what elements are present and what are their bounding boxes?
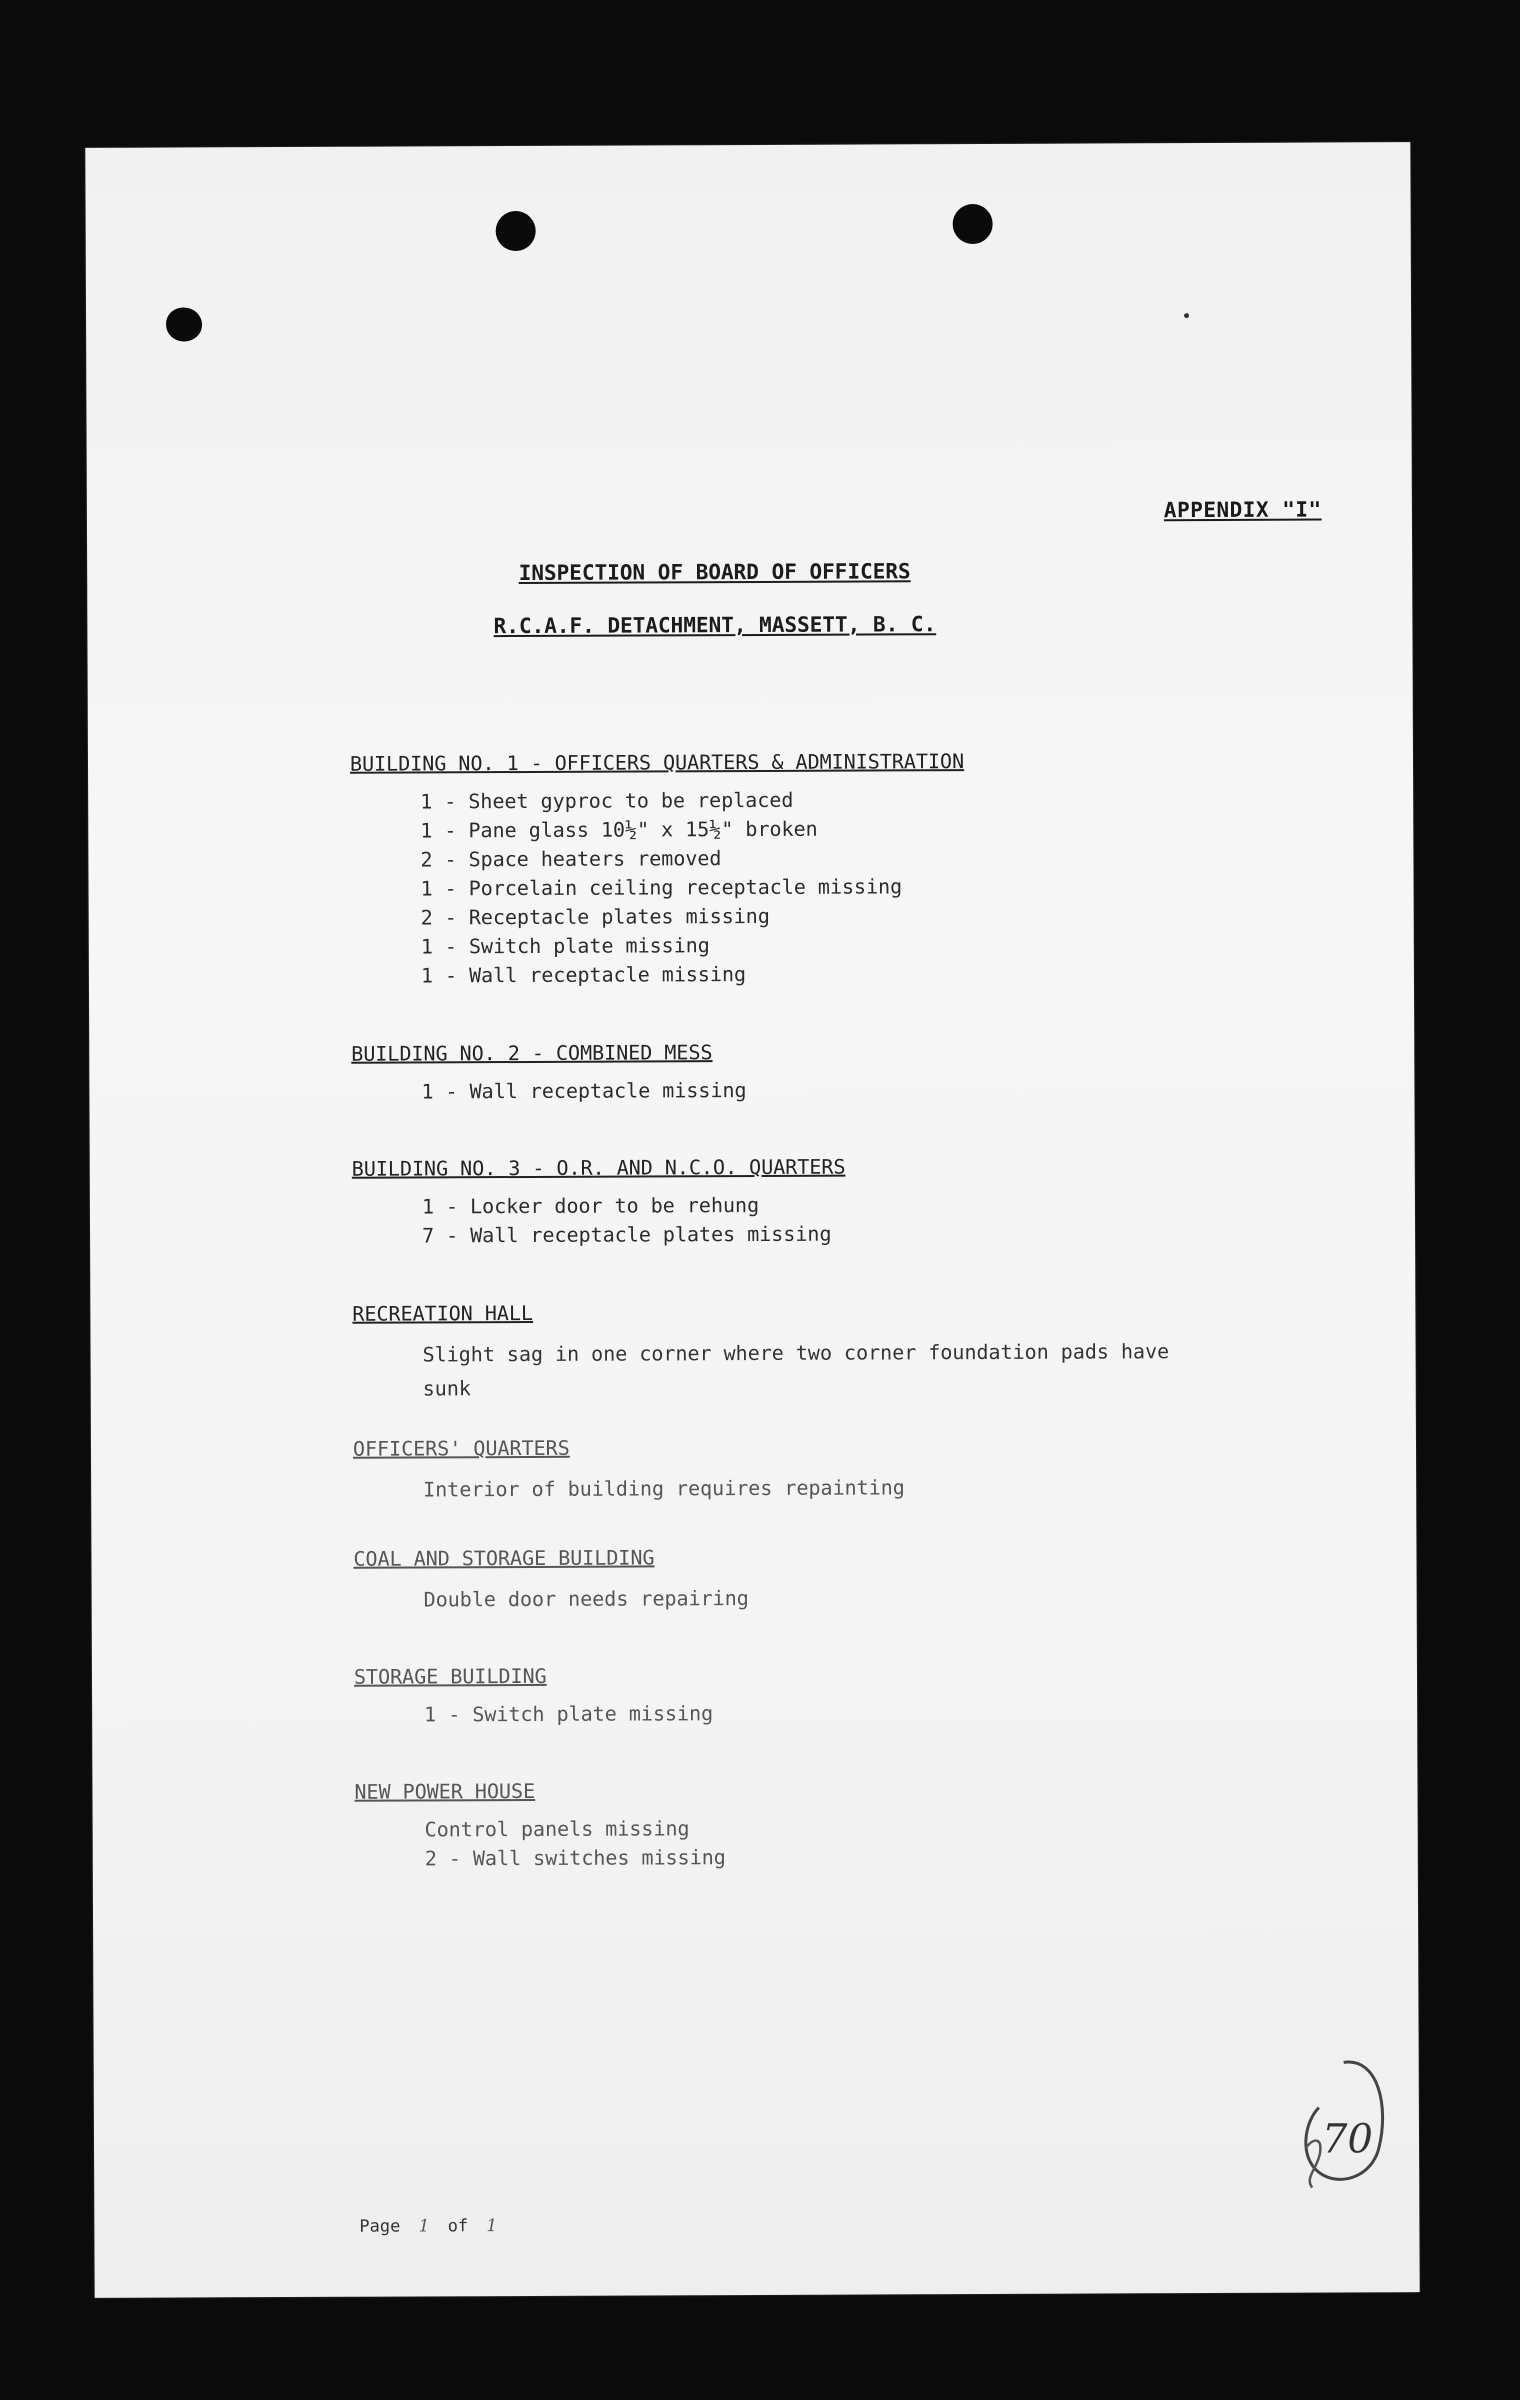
list-item: 1 - Wall receptacle missing (421, 1078, 747, 1104)
list-item: Control panels missing (424, 1816, 690, 1842)
item-list (424, 1696, 1354, 1729)
item-list (420, 783, 1351, 990)
page-number: 1 (418, 2216, 430, 2237)
punch-hole (496, 211, 536, 251)
punch-hole (166, 307, 202, 341)
document-subtitle: R.C.A.F. DETACHMENT, MASSETT, B. C. (493, 612, 937, 639)
list-item: 1 - Switch plate missing (420, 933, 710, 959)
stamp-text: 70 (1321, 2116, 1374, 2163)
section-new-power-house (354, 1775, 1354, 1873)
item-list (422, 1188, 1352, 1250)
section-building-3 (352, 1152, 1352, 1250)
section-heading: COAL AND STORAGE BUILDING (353, 1545, 655, 1571)
list-item: 1 - Locker door to be rehung (421, 1192, 760, 1219)
punch-hole (953, 204, 993, 244)
folio-stamp (1284, 2052, 1395, 2192)
list-item: 7 - Wall receptacle plates missing (422, 1221, 832, 1248)
list-item: 1 - Pane glass 10½" x 15½" broken (420, 816, 818, 843)
section-recreation-hall (352, 1297, 1352, 1405)
list-item: 1 - Sheet gyproc to be replaced (420, 787, 794, 814)
document-page (85, 142, 1419, 2298)
section-heading: RECREATION HALL (352, 1300, 534, 1326)
list-item: 2 - Wall switches missing (424, 1845, 726, 1871)
page-total: 1 (486, 2216, 498, 2237)
section-officers-quarters (353, 1432, 1353, 1506)
stamp-flourish (1306, 2141, 1321, 2188)
section-building-2 (351, 1037, 1351, 1106)
page-label: Page (359, 2216, 401, 2237)
section-coal-storage (353, 1542, 1353, 1616)
section-heading: OFFICERS' QUARTERS (352, 1435, 570, 1461)
section-text: Double door needs repairing (423, 1586, 749, 1612)
item-list (421, 1073, 1351, 1106)
page-footer (359, 2216, 505, 2237)
item-list (425, 1811, 1355, 1873)
document-title: INSPECTION OF BOARD OF OFFICERS (518, 559, 911, 586)
section-building-1 (350, 747, 1351, 990)
list-item: 1 - Porcelain ceiling receptacle missing (420, 874, 903, 901)
list-item: 1 - Wall receptacle missing (420, 962, 747, 988)
section-heading: NEW POWER HOUSE (354, 1778, 536, 1804)
ink-speck (1184, 313, 1189, 318)
section-heading: STORAGE BUILDING (353, 1663, 547, 1689)
section-heading: BUILDING NO. 2 - COMBINED MESS (351, 1040, 713, 1066)
section-heading: BUILDING NO. 1 - OFFICERS QUARTERS & ADMINISTRATION (349, 749, 965, 776)
section-text: Slight sag in one corner where two corner foundation pads have sunk (422, 1339, 1170, 1401)
section-text: Interior of building requires repainting (423, 1475, 905, 1502)
section-heading: BUILDING NO. 3 - O.R. AND N.C.O. QUARTERS (351, 1154, 846, 1181)
list-item: 2 - Space heaters removed (420, 846, 722, 872)
appendix-label: APPENDIX "I" (1163, 497, 1322, 523)
list-item: 2 - Receptacle plates missing (420, 903, 770, 930)
of-label: of (447, 2216, 469, 2237)
section-storage-building (354, 1660, 1354, 1729)
list-item: 1 - Switch plate missing (424, 1701, 714, 1727)
